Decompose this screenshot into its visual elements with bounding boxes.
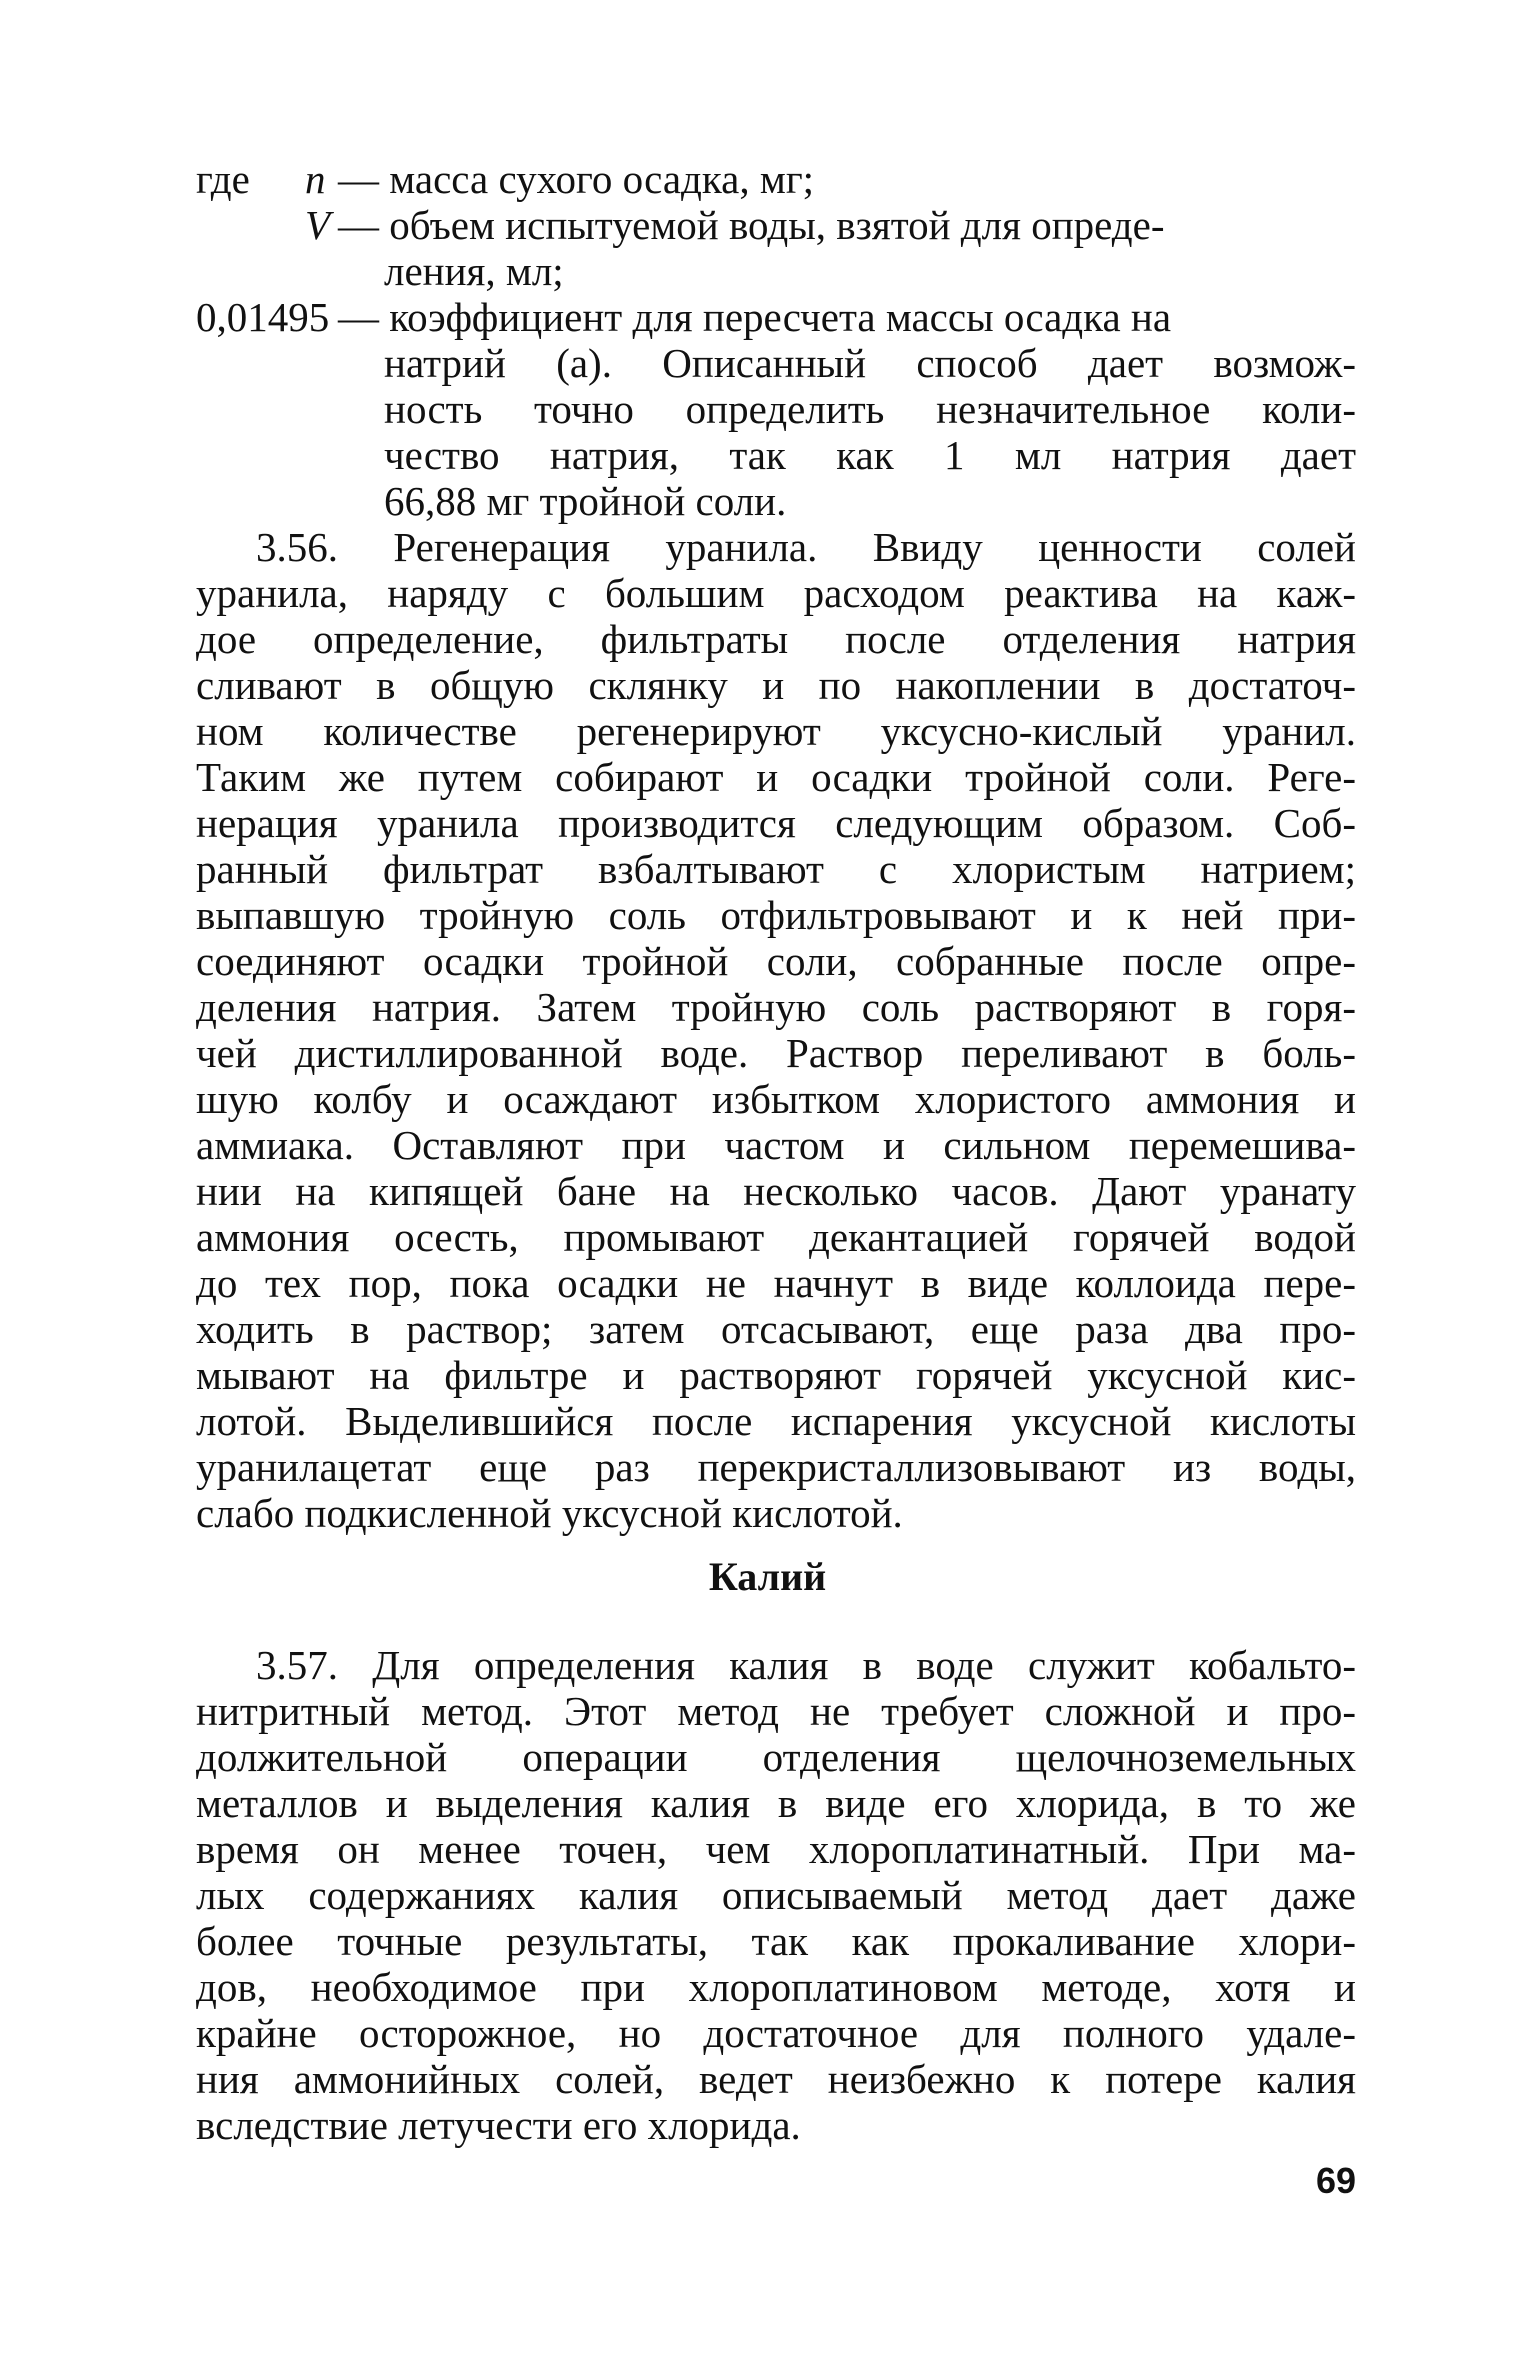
definition-text-coefficient-line5: 66,88 мг тройной соли. [384,478,787,524]
paragraph-line: уранилацетат еще раз перекристаллизовывают из воды, [196,1444,1356,1490]
paragraph-line: аммония осесть, промывают декантацией горячей водой [196,1214,1356,1260]
definition-text-v-line2: ления, мл; [384,248,564,294]
paragraph-line: слабо подкисленной уксусной кислотой. [196,1490,903,1536]
paragraph-line: ходить в раствор; затем отсасывают, еще раза два про- [196,1306,1356,1352]
definition-text-v-line1: — объем испытуемой воды, взятой для опреде- [338,202,1165,248]
paragraph-line: чей дистиллированной воде. Раствор переливают в боль- [196,1030,1356,1076]
paragraph-line: дое определение, фильтраты после отделения натрия [196,616,1356,662]
definition-term-coefficient: 0,01495 [196,294,330,340]
definition-lead-word: где [196,156,250,202]
paragraph-line: должительной операции отделения щелочноземельных [196,1734,1356,1780]
definition-text-coefficient-line2: натрий (а). Описанный способ дает возмож- [384,340,1356,386]
paragraph-line: аммиака. Оставляют при частом и сильном перемешива- [196,1122,1356,1168]
paragraph-line: мывают на фильтре и растворяют горячей уксусной кис- [196,1352,1356,1398]
paragraph-line: деления натрия. Затем тройную соль растворяют в горя- [196,984,1356,1030]
paragraph-line: ном количестве регенерируют уксусно-кислый уранил. [196,708,1356,754]
paragraph-line: сливают в общую склянку и по накоплении в достаточ- [196,662,1356,708]
paragraph-line: выпавшую тройную соль отфильтровывают и к ней при- [196,892,1356,938]
paragraph-line: нитритный метод. Этот метод не требует сложной и про- [196,1688,1356,1734]
paragraph-line: крайне осторожное, но достаточное для полного удале- [196,2010,1356,2056]
paragraph-line: более точные результаты, так как прокаливание хлори- [196,1918,1356,1964]
paragraph-line: время он менее точен, чем хлороплатинатный. При ма- [196,1826,1356,1872]
paragraph-line: металлов и выделения калия в виде его хлорида, в то же [196,1780,1356,1826]
paragraph-line: 3.56. Регенерация уранила. Ввиду ценности солей [256,524,1356,570]
definition-term-v: V [305,202,331,248]
page-number: 69 [1315,2160,1356,2201]
paragraph-line: дов, необходимое при хлороплатиновом методе, хотя и [196,1964,1356,2010]
paragraph-line: до тех пор, пока осадки не начнут в виде коллоида пере- [196,1260,1356,1306]
paragraph-line: Таким же путем собирают и осадки тройной соли. Реге- [196,754,1356,800]
paragraph-line: уранила, наряду с большим расходом реактива на каж- [196,570,1356,616]
definition-term-n: n [305,156,326,202]
section-heading: Калий [708,1554,827,1599]
paragraph-line: соединяют осадки тройной соли, собранные после опре- [196,938,1356,984]
definition-text-n: — масса сухого осадка, мг; [338,156,815,202]
paragraph-line: нерация уранила производится следующим образом. Соб- [196,800,1356,846]
paragraph-line: лых содержаниях калия описываемый метод дает даже [196,1872,1356,1918]
paragraph-line: лотой. Выделившийся после испарения уксусной кислоты [196,1398,1356,1444]
paragraph-line: 3.57. Для определения калия в воде служит кобальто- [256,1642,1356,1688]
paragraph-line: ранный фильтрат взбалтывают с хлористым натрием; [196,846,1356,892]
paragraph-line: ния аммонийных солей, ведет неизбежно к потере калия [196,2056,1356,2102]
paragraph-line: шую колбу и осаждают избытком хлористого аммония и [196,1076,1356,1122]
paragraph-line: нии на кипящей бане на несколько часов. Дают уранату [196,1168,1356,1214]
paragraph-line: вследствие летучести его хлорида. [196,2102,801,2148]
definition-text-coefficient-line3: ность точно определить незначительное коли- [384,386,1356,432]
definition-text-coefficient-line1: — коэффициент для пересчета массы осадка на [338,294,1172,340]
definition-text-coefficient-line4: чество натрия, так как 1 мл натрия дает [384,432,1356,478]
